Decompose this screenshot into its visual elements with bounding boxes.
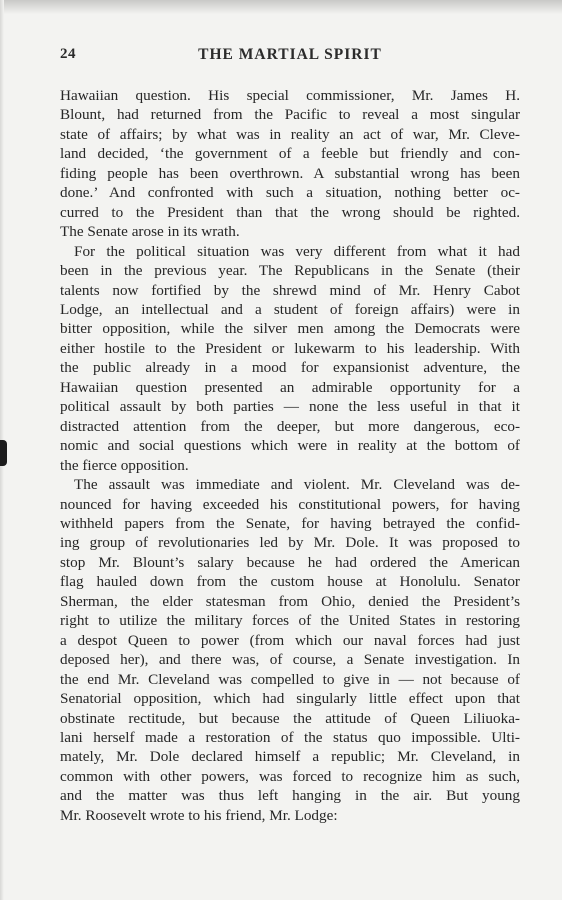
text-line: nounced for having exceeded his constitutional powers, for having bbox=[60, 495, 520, 513]
text-line: bitter opposition, while the silver men among the Democrats were bbox=[60, 320, 520, 338]
text-line: mately, Mr. Dole declared himself a republic; Mr. Cleveland, in bbox=[60, 748, 520, 766]
text-line: and the matter was thus left hanging in the air. But young bbox=[60, 787, 520, 805]
text-line: fiding people has been overthrown. A substantial wrong has been bbox=[60, 164, 520, 182]
paragraph bbox=[60, 86, 520, 242]
page-header bbox=[60, 46, 520, 66]
text-line: obstinate rectitude, but because the attitude of Queen Liliuoka- bbox=[60, 709, 520, 727]
text-line: right to utilize the military forces of the United States in restoring bbox=[60, 612, 520, 630]
body-text bbox=[60, 86, 520, 825]
text-line: land decided, ‘the government of a feeble but friendly and con- bbox=[60, 145, 520, 163]
text-line: been in the previous year. The Republicans in the Senate (their bbox=[60, 262, 520, 280]
text-line: Lodge, an intellectual and a student of foreign affairs) were in bbox=[60, 300, 520, 318]
text-line: ing group of revolutionaries led by Mr. Dole. It was proposed to bbox=[60, 534, 520, 552]
text-line: Hawaiian question. His special commissioner, Mr. James H. bbox=[60, 87, 520, 104]
text-line: deposed her), and there was, of course, a Senate investigation. In bbox=[60, 651, 520, 669]
text-line: political assault by both parties — none the less useful in that it bbox=[60, 398, 520, 416]
text-line: Mr. Roosevelt wrote to his friend, Mr. Lodge: bbox=[60, 806, 338, 824]
text-line: the end Mr. Cleveland was compelled to give in — not because of bbox=[60, 670, 520, 688]
text-line: For the political situation was very different from what it had bbox=[74, 242, 520, 260]
text-line: the public already in a mood for expansionist adventure, the bbox=[60, 359, 520, 377]
text-line: curred to the President than that the wrong should be righted. bbox=[60, 203, 520, 221]
text-line: The Senate arose in its wrath. bbox=[60, 223, 240, 241]
text-line: state of affairs; by what was in reality an act of war, Mr. Cleve- bbox=[60, 125, 520, 143]
text-line: withheld papers from the Senate, for having betrayed the confid- bbox=[60, 514, 520, 532]
text-line: distracted attention from the deeper, but more dangerous, eco- bbox=[60, 417, 520, 435]
page-top-edge bbox=[0, 0, 562, 14]
text-line: Sherman, the elder statesman from Ohio, denied the President’s bbox=[60, 592, 520, 610]
text-line: flag hauled down from the custom house at Honolulu. Senator bbox=[60, 573, 520, 591]
text-line: either hostile to the President or lukewarm to his leadership. With bbox=[60, 339, 520, 357]
running-head: THE MARTIAL SPIRIT bbox=[198, 46, 382, 63]
text-line: lani herself made a restoration of the status quo impossible. Ulti- bbox=[60, 728, 520, 746]
text-line: Senatorial opposition, which had singularly little effect upon that bbox=[60, 690, 520, 708]
margin-mark bbox=[0, 440, 7, 466]
page-number: 24 bbox=[60, 46, 76, 62]
text-line: a despot Queen to power (from which our naval forces had just bbox=[60, 631, 520, 649]
text-line: stop Mr. Blount’s salary because he had ordered the American bbox=[60, 553, 520, 571]
paragraph bbox=[60, 475, 520, 825]
text-line: Hawaiian question presented an admirable opportunity for a bbox=[60, 378, 520, 396]
text-line: nomic and social questions which were in reality at the bottom of bbox=[60, 437, 520, 455]
text-line: The assault was immediate and violent. Mr. Cleveland was de- bbox=[74, 476, 520, 494]
text-line: Blount, had returned from the Pacific to reveal a most singular bbox=[60, 106, 520, 124]
text-line: talents now fortified by the shrewd mind of Mr. Henry Cabot bbox=[60, 281, 520, 299]
text-line: common with other powers, was forced to recognize him as such, bbox=[60, 767, 520, 785]
paragraph bbox=[60, 242, 520, 475]
text-line: done.’ And confronted with such a situation, nothing better oc- bbox=[60, 184, 520, 202]
text-line: the fierce opposition. bbox=[60, 456, 189, 474]
